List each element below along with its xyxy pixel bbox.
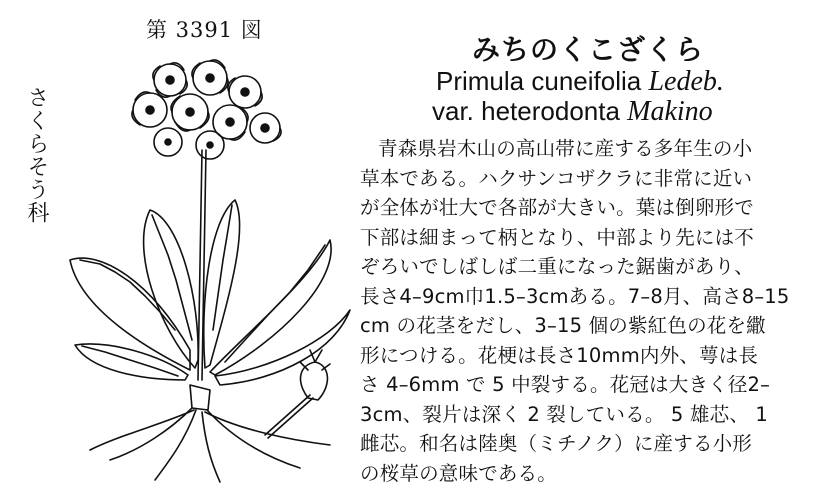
description-line: さ 4–6mm で 5 中裂する。花冠は大きく径2– [360,373,771,396]
description-line: が全体が壮大で各部が大きい。葉は倒卵形で [360,196,755,219]
species-author: Ledeb. [648,66,724,97]
flower-cluster [132,60,281,159]
description-line: cm の花茎をだし、3–15 個の紫紅色の花を繖 [360,314,766,337]
scientific-name-line1 [436,66,724,98]
species-name: Primula cuneifolia [436,66,649,96]
description-line: 下部は細まって柄となり、中部より先には不 [360,225,755,249]
leaf-rosette [70,200,350,385]
japanese-name: みちのくこざくら [472,33,705,66]
description-line: の桜草の意味である。 [360,461,558,485]
family-label: さくらそう科 [24,86,49,224]
scientific-name-line2 [432,96,713,128]
plant-illustration [60,50,360,490]
description-line: 雌芯。和名は陸奥（ミチノク）に産する小形 [360,432,753,455]
description-line: 草本である。ハクサンコザクラに非常に近い [360,166,753,190]
description-line: ぞろいでしばしば二重になった鋸歯があり、 [360,255,755,278]
description-line: 青森県岩木山の高山帯に産する多年生の小 [378,137,753,160]
variety-name: var. heterodonta [432,96,628,126]
variety-author: Makino [627,96,713,127]
description [360,134,812,488]
description-line: 長さ4–9cm巾1.5–3cmある。7–8月、高さ8–15 [360,284,790,308]
figure-number: 第 3391 図 [146,18,263,42]
roots [90,385,330,482]
description-line: 3cm、裂片は深く 2 裂している。 5 雄芯、 1 [360,402,769,426]
description-line: 形につける。花梗は長さ10mm内外、萼は長 [360,343,759,367]
